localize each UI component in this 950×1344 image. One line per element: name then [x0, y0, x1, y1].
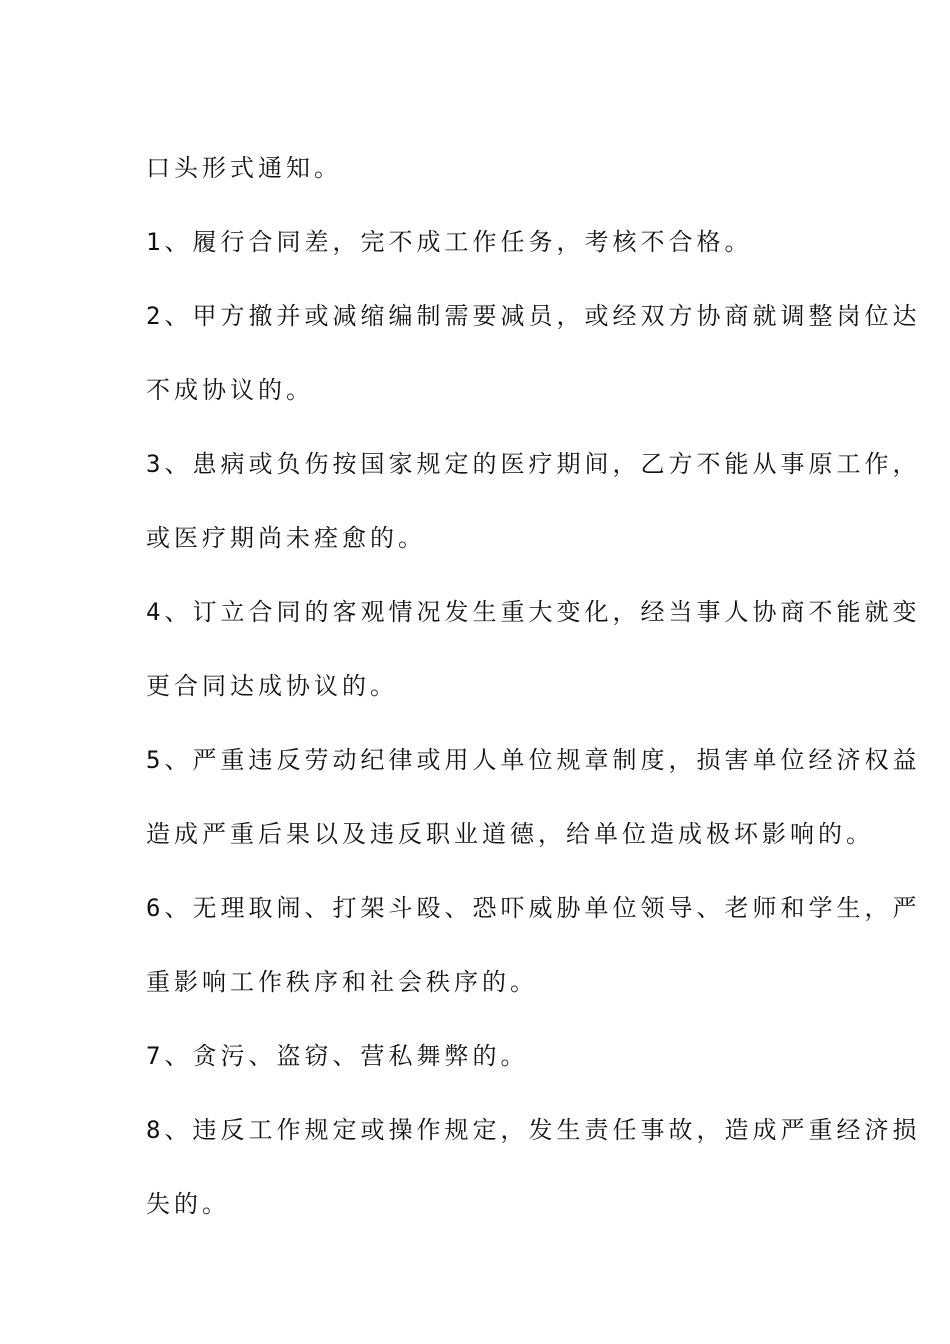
text-line: 8、违反工作规定或操作规定，发生责任事故，造成严重经济损	[146, 1116, 921, 1144]
text-line: 6、无理取闹、打架斗殴、恐吓威胁单位领导、老师和学生，严	[146, 894, 921, 922]
text-line: 造成严重后果以及违反职业道德，给单位造成极坏影响的。	[146, 820, 874, 848]
text-line: 或医疗期尚未痊愈的。	[146, 524, 426, 552]
text-line: 3、患病或负伤按国家规定的医疗期间，乙方不能从事原工作，	[146, 450, 921, 478]
text-line: 失的。	[146, 1190, 230, 1218]
text-line: 更合同达成协议的。	[146, 672, 398, 700]
text-line: 7、贪污、盗窃、营私舞弊的。	[146, 1042, 529, 1070]
text-line: 口头形式通知。	[146, 154, 342, 182]
text-line: 2、甲方撤并或减缩编制需要减员，或经双方协商就调整岗位达	[146, 302, 921, 330]
text-line: 1、履行合同差，完不成工作任务，考核不合格。	[146, 228, 753, 256]
text-line: 4、订立合同的客观情况发生重大变化，经当事人协商不能就变	[146, 598, 921, 626]
text-line: 重影响工作秩序和社会秩序的。	[146, 968, 538, 996]
document-body	[146, 131, 921, 1241]
text-line: 不成协议的。	[146, 376, 314, 404]
text-line: 5、严重违反劳动纪律或用人单位规章制度，损害单位经济权益	[146, 746, 921, 774]
